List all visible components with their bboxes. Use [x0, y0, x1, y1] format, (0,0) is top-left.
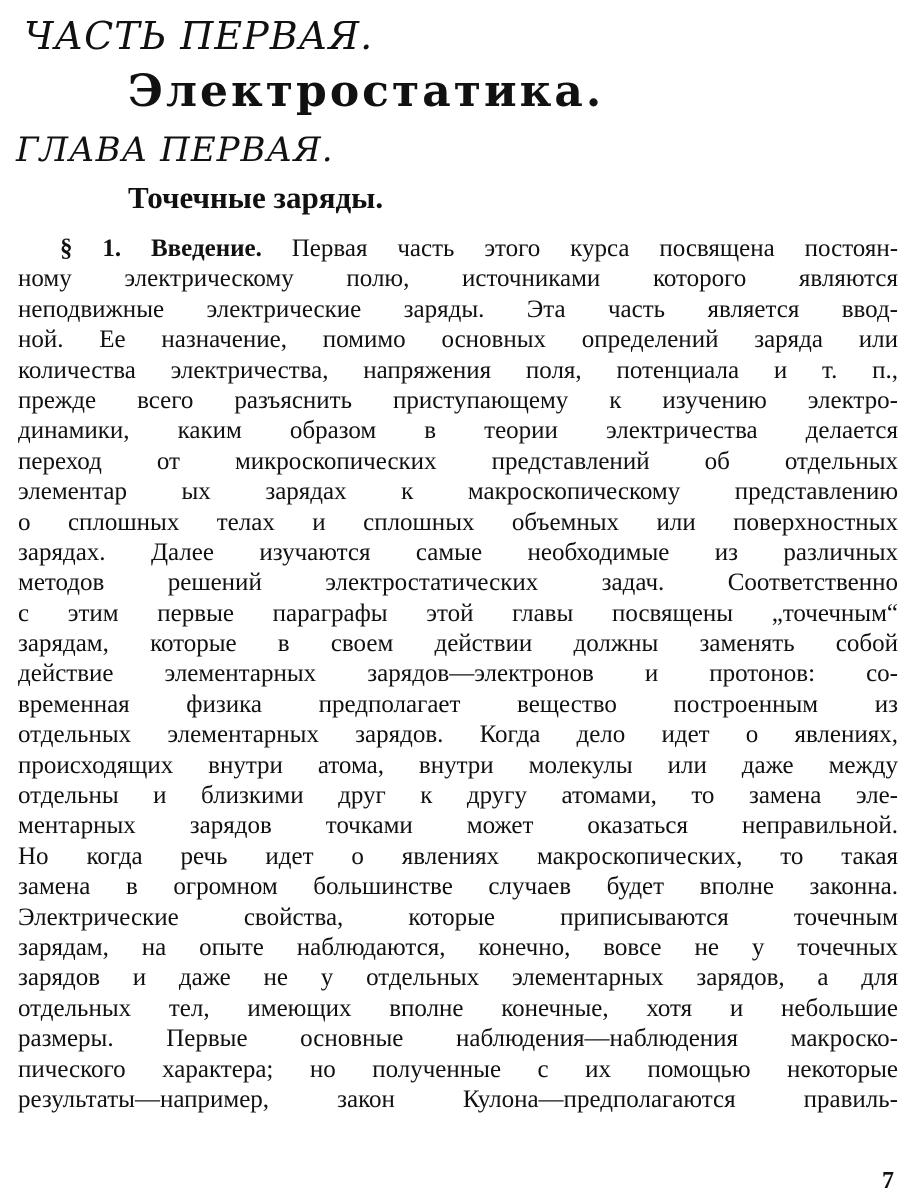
page-number: 7: [882, 1168, 894, 1194]
paragraph-line: ной. Ее назначение, помимо основных определений заряда или: [18, 326, 898, 354]
paragraph-line: переход от микроскопических представлений об отдельных: [18, 447, 898, 475]
paragraph-line: элементар ых зарядах к макроскопическому представлению: [18, 478, 898, 506]
paragraph-line: [18, 234, 898, 264]
paragraph-line: результаты—например, закон Кулона—предполагаются правиль-: [18, 1085, 898, 1113]
paragraph-line: о сплошных телах и сплошных объемных или поверхностных: [18, 508, 898, 536]
paragraph-line-text: Первая часть этого курса посвящена постоян-: [291, 235, 898, 262]
chapter-title: Точечные заряды.: [128, 180, 384, 215]
paragraph-line: отдельных тел, имеющих вполне конечные, хотя и небольшие: [18, 994, 898, 1022]
paragraph-line: размеры. Первые основные наблюдения—наблюдения макроско-: [18, 1025, 898, 1053]
paragraph-line: отдельных элементарных зарядов. Когда дело идет о явлениях,: [18, 721, 898, 749]
paragraph-line: происходящих внутри атома, внутри молекулы или даже между: [18, 751, 898, 779]
paragraph-line: Но когда речь идет о явлениях макроскопических, то такая: [18, 842, 898, 870]
chapter-label: ГЛАВА ПЕРВАЯ.: [16, 130, 334, 170]
paragraph-line: количества электричества, напряжения поля, потенциала и т. п.,: [18, 356, 898, 384]
paragraph-line: неподвижные электрические заряды. Эта часть является ввод-: [18, 295, 898, 323]
paragraph-heading: § 1. Введение.: [60, 235, 262, 262]
paragraph-line: динамики, каким образом в теории электричества делается: [18, 417, 898, 445]
paragraph-line: ментарных зарядов точками может оказаться неправильной.: [18, 812, 898, 840]
body-paragraph: [18, 234, 898, 1115]
paragraph-line: зарядов и даже не у отдельных элементарных зарядов, а для: [18, 964, 898, 992]
paragraph-line: зарядах. Далее изучаются самые необходимые из различных: [18, 538, 898, 566]
paragraph-line: пического характера; но полученные с их помощью некоторые: [18, 1055, 898, 1083]
paragraph-line: временная физика предполагает вещество построенным из: [18, 690, 898, 718]
paragraph-line: зарядам, которые в своем действии должны заменять собой: [18, 630, 898, 658]
paragraph-line: методов решений электростатических задач. Соответственно: [18, 569, 898, 597]
paragraph-line: ному электрическому полю, источниками которого являются: [18, 265, 898, 293]
section-title: Электростатика.: [128, 66, 605, 117]
paragraph-line: замена в огромном большинстве случаев будет вполне законна.: [18, 873, 898, 901]
paragraph-line: с этим первые параграфы этой главы посвящены „точечным“: [18, 599, 898, 627]
paragraph-line: действие элементарных зарядов—электронов и протонов: со-: [18, 660, 898, 688]
paragraph-line: Электрические свойства, которые приписываются точечным: [18, 903, 898, 931]
paragraph-line: прежде всего разъяснить приступающему к изучению электро-: [18, 386, 898, 414]
paragraph-line: отдельны и близкими друг к другу атомами, то замена эле-: [18, 782, 898, 810]
part-title: ЧАСТЬ ПЕРВАЯ.: [24, 14, 374, 58]
paragraph-line: зарядам, на опыте наблюдаются, конечно, вовсе не у точечных: [18, 933, 898, 961]
